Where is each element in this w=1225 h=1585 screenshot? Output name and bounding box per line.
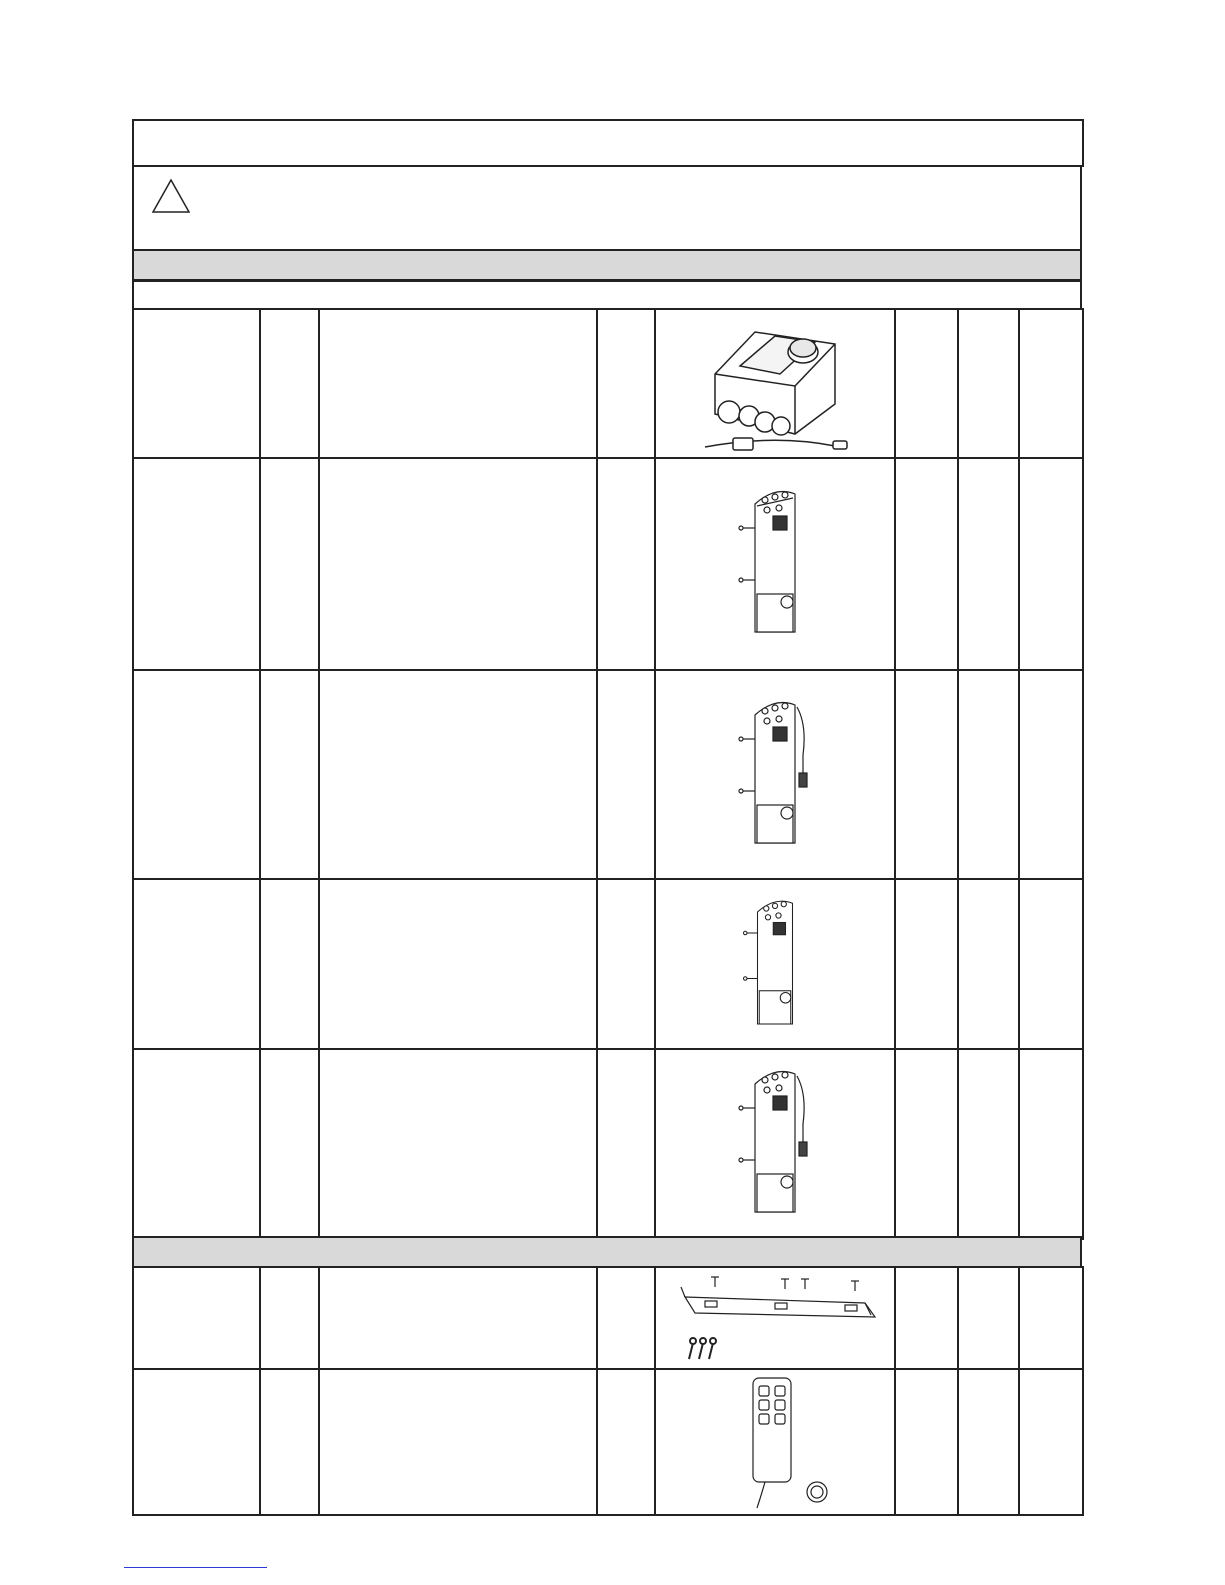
part-image-cell (655, 879, 895, 1049)
table-row (133, 309, 1083, 458)
warning-triangle-icon (152, 179, 190, 213)
table-row (133, 1267, 1083, 1369)
part-cell (319, 1369, 597, 1515)
part-cell (597, 879, 655, 1049)
section-subheader (132, 280, 1082, 310)
parts-table-1 (132, 308, 1084, 1240)
part-cell (133, 670, 260, 879)
part-cell (958, 309, 1019, 458)
page-header (132, 119, 1084, 167)
panel-remote-cable-image (735, 695, 815, 855)
part-cell (597, 309, 655, 458)
part-cell (260, 1049, 319, 1239)
part-cell (1019, 879, 1083, 1049)
part-cell (597, 670, 655, 879)
part-cell (895, 1369, 958, 1515)
warning-box (132, 165, 1082, 251)
part-cell (1019, 458, 1083, 670)
part-cell (895, 309, 958, 458)
part-cell (597, 1369, 655, 1515)
part-cell (319, 1267, 597, 1369)
part-cell (260, 879, 319, 1049)
bracket-image (665, 1273, 885, 1363)
part-cell (260, 1267, 319, 1369)
panel-remote-cable-image (735, 1064, 815, 1224)
table-row (133, 458, 1083, 670)
part-cell (133, 1369, 260, 1515)
warning-text (134, 165, 142, 187)
table-row (133, 670, 1083, 879)
part-cell (260, 1369, 319, 1515)
footer-link-underline[interactable] (124, 1567, 267, 1568)
table-row (133, 1369, 1083, 1515)
part-cell (597, 1049, 655, 1239)
part-cell (319, 670, 597, 879)
panel-remote-image (740, 887, 810, 1042)
part-image-cell (655, 1049, 895, 1239)
part-cell (319, 1049, 597, 1239)
part-cell (319, 458, 597, 670)
part-image-cell (655, 1369, 895, 1515)
part-cell (133, 879, 260, 1049)
part-cell (133, 1267, 260, 1369)
part-cell (319, 309, 597, 458)
hand-remote-image (705, 1372, 845, 1512)
part-cell (133, 309, 260, 458)
part-cell (958, 1049, 1019, 1239)
part-cell (958, 1369, 1019, 1515)
part-cell (260, 670, 319, 879)
panel-remote-image (735, 484, 815, 644)
part-cell (1019, 670, 1083, 879)
part-cell (1019, 1267, 1083, 1369)
part-cell (597, 1267, 655, 1369)
part-cell (895, 670, 958, 879)
parts-list-page (132, 119, 1082, 1533)
part-image-cell (655, 309, 895, 458)
part-cell (958, 458, 1019, 670)
part-image-cell (655, 1267, 895, 1369)
part-cell (895, 1267, 958, 1369)
part-cell (133, 458, 260, 670)
part-image-cell (655, 458, 895, 670)
table-row (133, 1049, 1083, 1239)
section-header-1 (132, 249, 1082, 281)
part-cell (958, 879, 1019, 1049)
control-box-image (685, 314, 865, 454)
section-header-2 (132, 1236, 1082, 1268)
part-cell (597, 458, 655, 670)
part-cell (319, 879, 597, 1049)
part-cell (895, 879, 958, 1049)
part-cell (1019, 1049, 1083, 1239)
part-cell (895, 1049, 958, 1239)
part-cell (1019, 1369, 1083, 1515)
part-cell (133, 1049, 260, 1239)
part-image-cell (655, 670, 895, 879)
part-cell (895, 458, 958, 670)
part-cell (1019, 309, 1083, 458)
parts-table-2 (132, 1266, 1084, 1516)
part-cell (260, 458, 319, 670)
part-cell (958, 1267, 1019, 1369)
part-cell (260, 309, 319, 458)
table-row (133, 879, 1083, 1049)
part-cell (958, 670, 1019, 879)
